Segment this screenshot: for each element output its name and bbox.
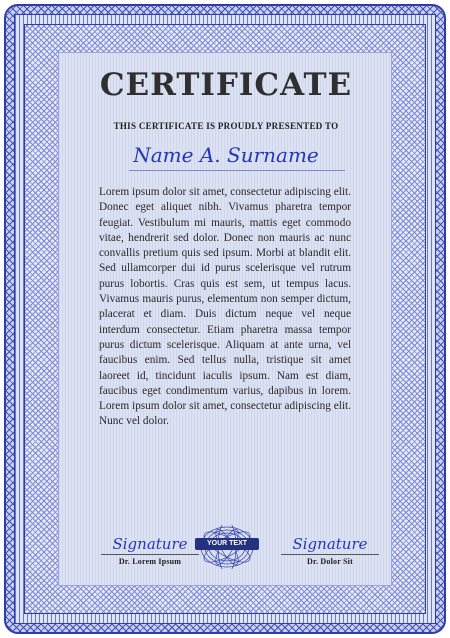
certificate-title: CERTIFICATE bbox=[99, 67, 353, 103]
signature-script-right: Signature bbox=[292, 535, 368, 553]
presented-to-line: THIS CERTIFICATE IS PROUDLY PRESENTED TO bbox=[113, 121, 339, 131]
signature-block-right bbox=[275, 535, 385, 566]
signature-block-left bbox=[95, 535, 205, 566]
certificate-content-panel bbox=[58, 52, 392, 586]
signatory-name-right: Dr. Dolor Sit bbox=[307, 557, 353, 566]
recipient-underline bbox=[129, 170, 345, 171]
certificate-body-text: Lorem ipsum dolor sit amet, consectetur adipiscing elit. Donec eget aliquet nibh. Vivamus pharetra tempor feugiat. Vestibulum mi mauris, mattis eget commodo vitae, hendrerit sed dolor. Donec non mauris ac nunc convallis pretium quis sed ipsum. Morbi at blandit elit. Sed ullamcorper dui id purus scelerisque vel rutrum purus lobortis. Cras quis est sem, ut tempus lacus. Vivamus mauris purus, elementum non semper dictum, placerat et diam. Duis dictum neque vel neque interdum consectetur. Etiam pharetra massa tempor purus dictum scelerisque. Aliquam at ante urna, vel faucibus enim. Sed tellus nulla, tristique sit amet laoreet id, tincidunt iaculis ipsum. Nam est diam, faucibus eget condimentum varius, dapibus in lorem. Lorem ipsum dolor sit amet, consectetur adipiscing elit. Nunc vel dolor. bbox=[99, 186, 351, 428]
signature-line-left bbox=[101, 554, 199, 555]
signature-line-right bbox=[281, 554, 379, 555]
signature-script-left: Signature bbox=[112, 535, 188, 553]
recipient-name: Name A. Surname bbox=[133, 143, 319, 167]
seal-label: YOUR TEXT bbox=[195, 538, 259, 550]
signatory-name-left: Dr. Lorem Ipsum bbox=[118, 557, 182, 566]
